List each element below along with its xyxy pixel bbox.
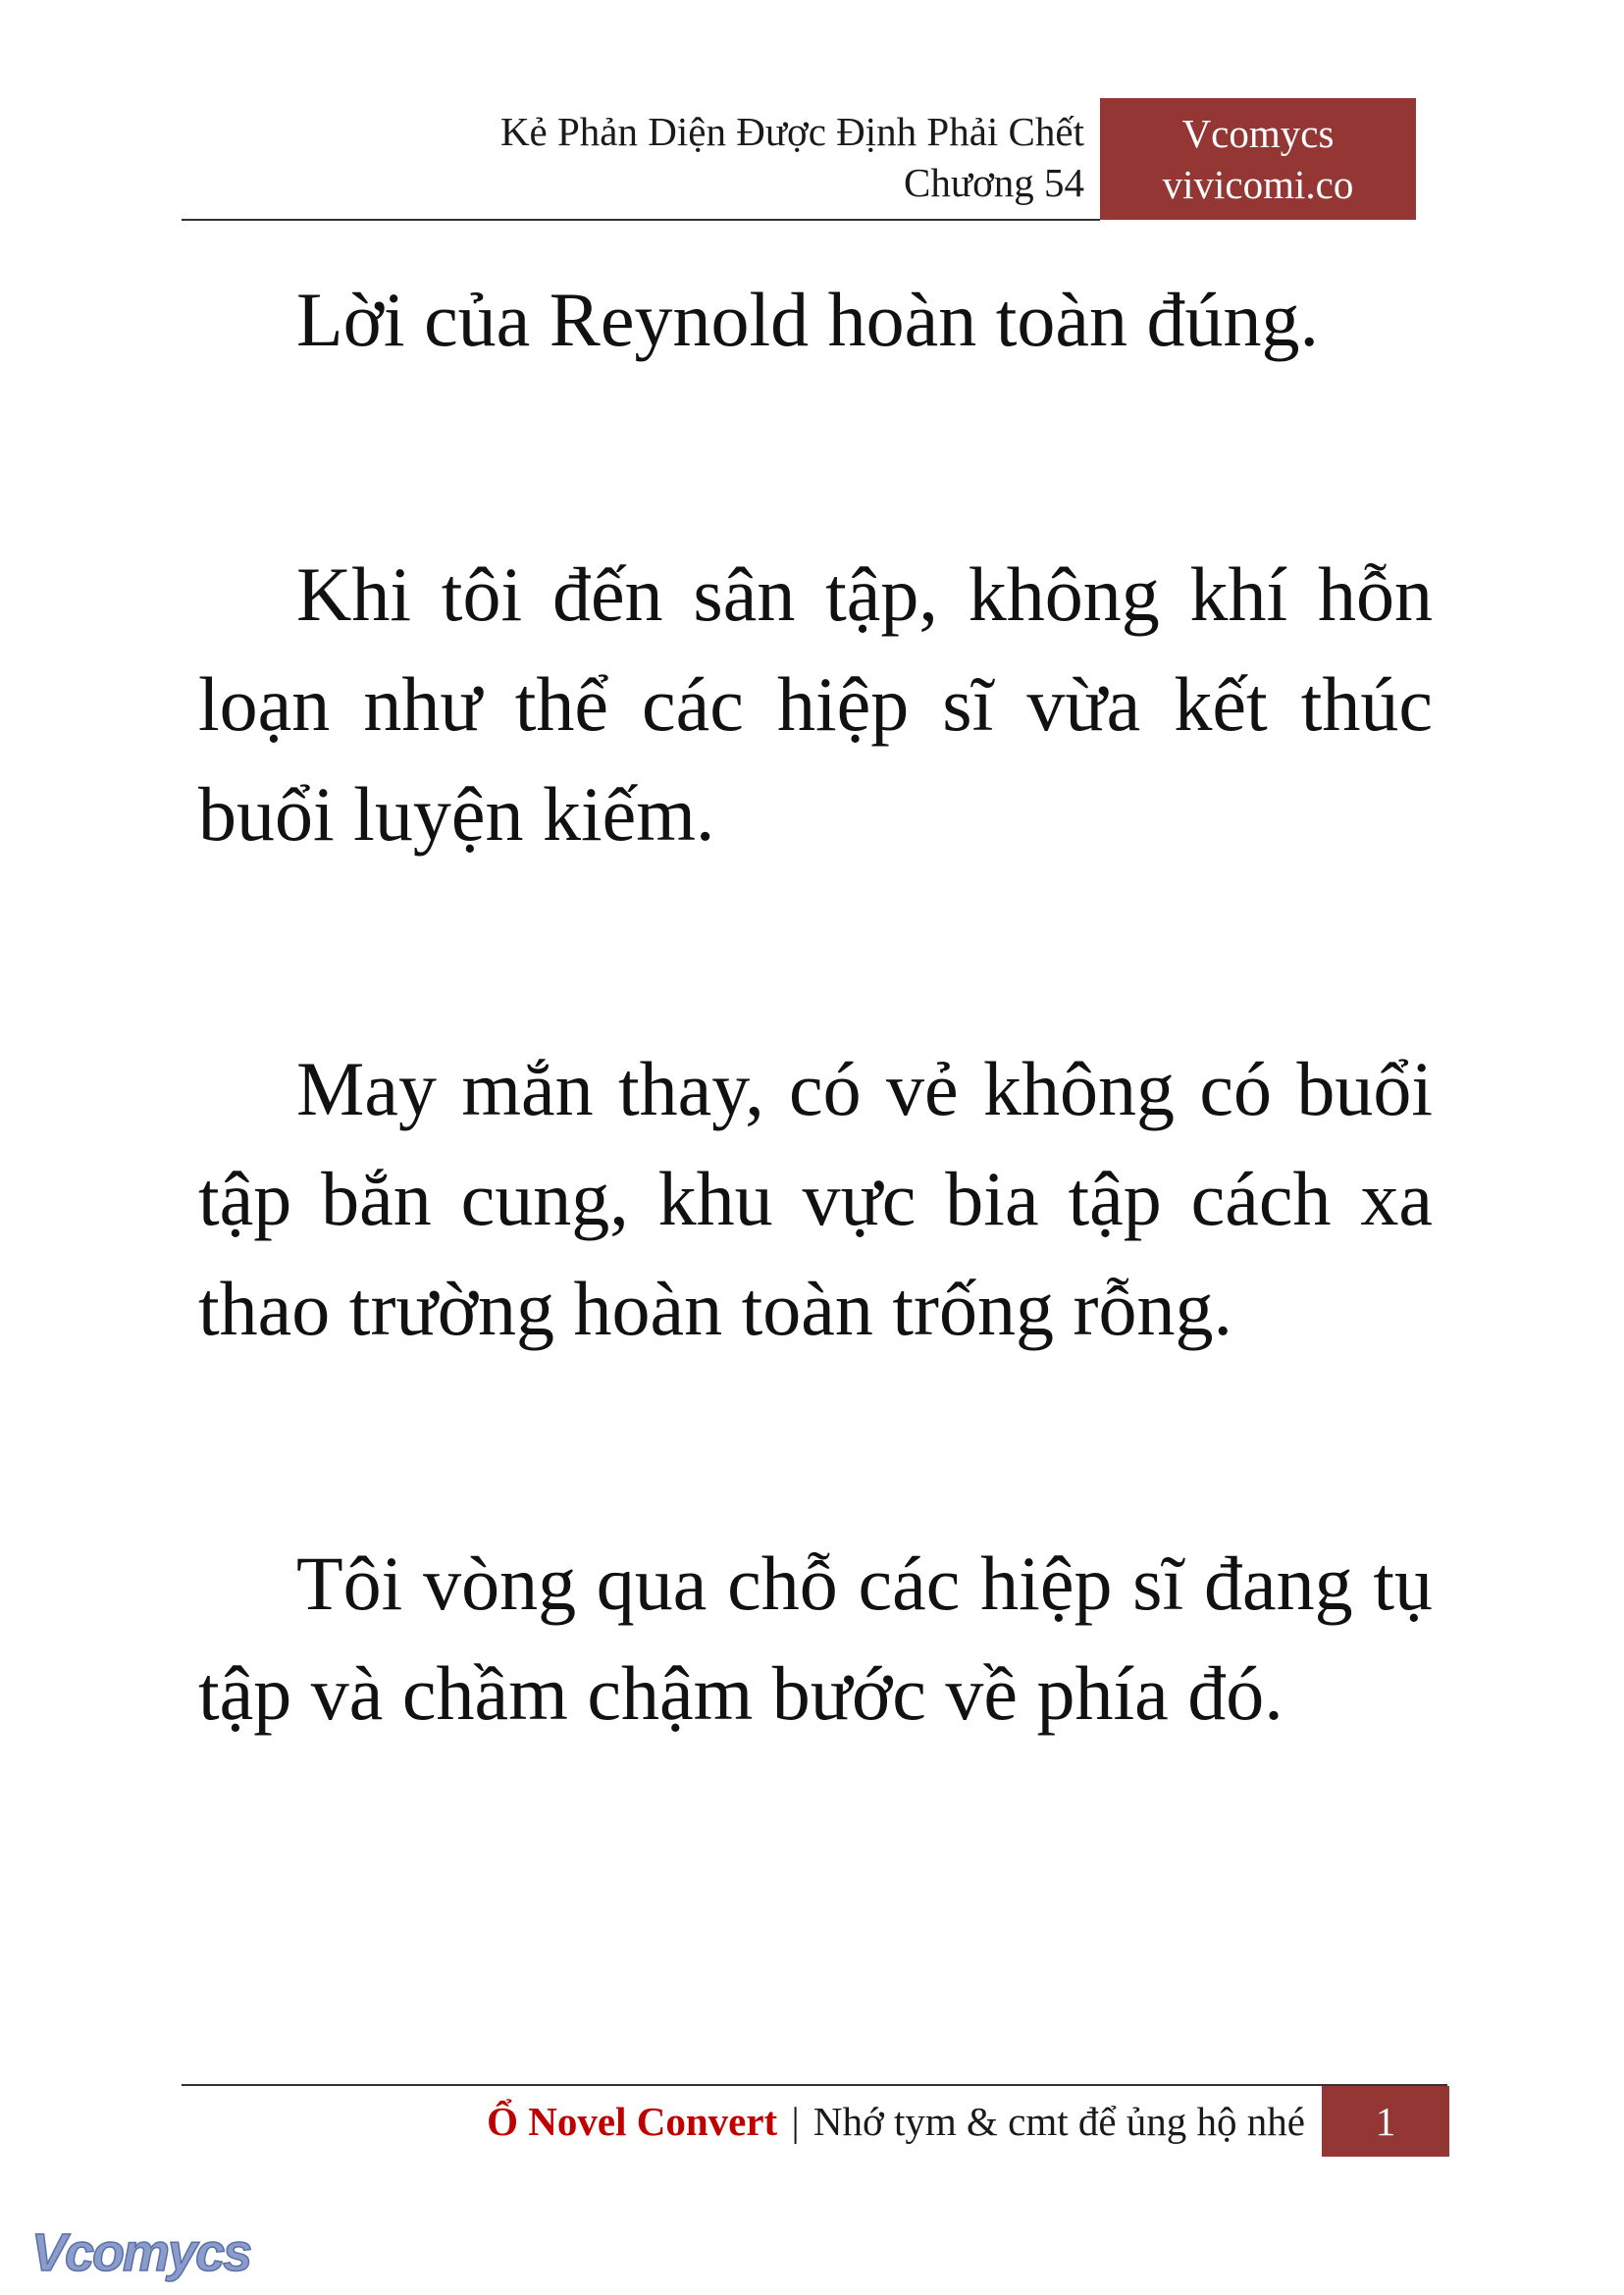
paragraph-2: Khi tôi đến sân tập, không khí hỗn loạn như thể các hiệp sĩ vừa kết thúc buổi luyện kiếm. — [198, 551, 1433, 857]
footer-line — [182, 2092, 1305, 2151]
site-name: Vcomycs — [1181, 111, 1335, 156]
watermark-logo-icon — [27, 2219, 253, 2288]
watermark-text: Vcomycs — [31, 2223, 251, 2282]
paragraph-3: May mắn thay, có vẻ không có buổi tập bắn cung, khu vực bia tập cách xa thao trường hoàn toàn trống rỗng. — [198, 1046, 1433, 1351]
paragraph-1: Lời của Reynold hoàn toàn đúng. — [296, 277, 1320, 362]
chapter-body — [198, 265, 1433, 1913]
footer-separator: | — [791, 2099, 800, 2144]
vcomycs-watermark-logo — [27, 2219, 253, 2288]
page-number: 1 — [1322, 2086, 1449, 2157]
footer-brand: Ổ Novel Convert — [487, 2099, 778, 2144]
paragraph-4: Tôi vòng qua chỗ các hiệp sĩ đang tụ tập và chầm chậm bước về phía đó. — [198, 1540, 1433, 1736]
site-url: vivicomi.co — [1162, 162, 1354, 207]
site-badge — [1100, 98, 1416, 220]
chapter-label: Chương 54 — [904, 160, 1084, 205]
footer-message: Nhớ tym & cmt để ủng hộ nhé — [812, 2099, 1305, 2144]
book-title: Kẻ Phản Diện Được Định Phải Chết — [499, 109, 1084, 154]
footer-divider — [182, 2084, 1447, 2086]
header-divider — [182, 219, 1100, 221]
header-title-block — [182, 106, 1084, 208]
